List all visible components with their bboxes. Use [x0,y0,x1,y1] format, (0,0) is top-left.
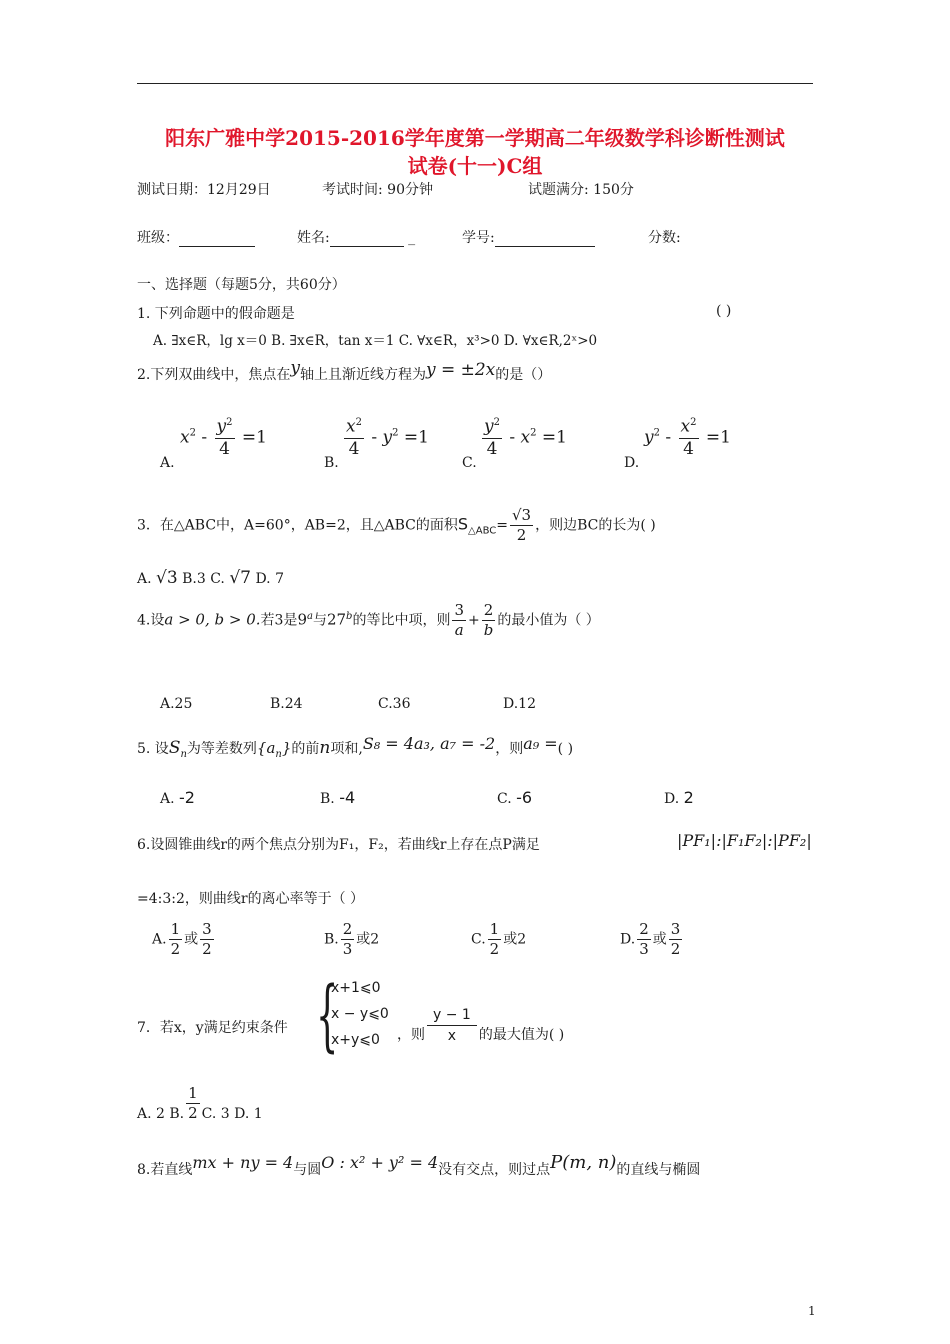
q5-opt-a-label: A. [160,791,175,807]
q6-d-or: 或 [652,931,667,948]
q1-answer-paren: ( ) [716,303,732,319]
q5-stem-d: 项和, [330,741,363,757]
q4-frac1-den: a [454,621,464,639]
q2-d-minus: - [665,427,672,448]
q4-option-c: C.36 [378,696,411,712]
q5-stem-e: ，则 [495,741,524,757]
q2-d-sq: 2 [653,427,660,439]
q5-opt-d-value: 2 [683,788,694,807]
q1-stem: 1. 下列命题中的假命题是 [137,306,295,322]
q6-option-b [324,922,379,957]
q4-option-b: B.24 [270,696,303,712]
q6-ratio-expr: |PF₁|:|F₁F₂|:|PF₂| [677,831,812,850]
q6-option-d [620,922,684,957]
q8-stem-c: 没有交点，则过点 [438,1162,551,1178]
q2-a-eq: =1 [241,427,267,448]
q5-opt-d-label: D. [664,791,680,807]
q4-stem-c: 与 [312,612,327,629]
test-duration: 考试时间: 90分钟 [322,182,433,198]
q2-c-sq: 2 [493,417,500,428]
q2-a-four: 4 [219,438,230,459]
q4-frac2-num: 2 [483,601,494,619]
q7-options [137,1086,263,1121]
q7-half-num: 1 [188,1084,198,1102]
q3-opt-a-value: √3 [156,568,178,588]
q2-d-sq2: 2 [690,417,697,428]
q2-stem-b: 轴上且渐近线方程为 [299,367,426,383]
page-number: 1 [808,1304,816,1318]
name-blank[interactable] [330,232,404,247]
q5-S: S [168,738,181,758]
q8-circle-eq: O : x² + y² = 4 [321,1153,439,1172]
q3-stem [137,508,656,543]
q8-stem [137,1152,701,1179]
q3-opt-a-label: A. [137,571,152,587]
q2-option-c-label: C. [462,455,477,471]
q8-stem-b: 与圆 [293,1162,322,1178]
q5-option-d [664,788,694,807]
q6-d-d2: 2 [670,940,681,958]
q2-a-y: y [216,416,227,437]
section-heading: 一、选择题（每题5分，共60分） [137,277,346,293]
q2-c-sq2: 2 [530,427,537,439]
q2-c-y: y [484,416,494,437]
q5-stem-a: 5. 设 [137,741,169,757]
q6-a-d1: 2 [170,940,181,958]
q4-stem-e: 的最小值为（ ） [497,612,600,629]
q2-c-four: 4 [486,438,498,459]
class-blank[interactable] [179,232,255,247]
q6-d-n1: 2 [639,920,649,938]
q6-a-n2: 3 [202,920,212,938]
q6-c-n: 1 [489,920,500,938]
id-blank[interactable] [495,232,595,247]
title-line-1: 阳东广雅中学2015-2016学年度第一学期高二年级数学科诊断性测试 [165,126,785,150]
q5-stem-b: 为等差数列 [186,741,257,757]
q2-stem-c: 的是（） [495,367,552,383]
q4-stem [137,603,600,638]
q7-brace: { [316,971,339,1061]
q2-var-y: y [290,358,300,378]
q3-opt-d: D. 7 [255,571,284,587]
q7-constraints [331,975,389,1053]
q2-option-b-label: B. [324,455,339,471]
q4-option-a: A.25 [160,696,193,712]
q3-opt-bc-label: B.3 C. [182,571,225,587]
q6-a-or: 或 [184,931,199,948]
q3-area-S: S [457,514,469,534]
q2-c-eq: =1 [541,427,567,448]
q7-stem-c: 的最大值为( ) [478,1026,565,1043]
q4-exp-a: a [306,610,313,622]
q5-an-sub: n [275,748,282,760]
q2-option-b-formula [342,418,429,458]
q2-a-sq2: 2 [226,417,233,428]
name-field [297,227,415,247]
q2-b-sq2: 2 [392,427,399,439]
q4-option-d: D.12 [503,696,536,712]
score-label: 分数: [648,230,681,246]
q6-d-label: D. [620,931,636,948]
q2-option-d-label: D. [624,455,640,471]
q2-option-a-label: A. [160,455,175,471]
q6-option-c [471,922,526,957]
q5-opt-b-label: B. [320,791,335,807]
q7-stem-rest [397,1008,564,1043]
q5-condition: S₈ = 4a₃, a₇ = -2 [362,734,496,753]
q4-frac1-num: 3 [454,601,464,619]
q3-sqrt3: √3 [511,506,532,524]
q7-constraint-3: x+y⩽0 [331,1032,380,1048]
q4-exp-b: b [346,610,353,622]
q5-opt-c-label: C. [497,791,512,807]
q5-option-b [320,788,355,807]
q4-condition: a > 0, b > 0. [164,610,261,629]
q2-b-eq: =1 [403,427,429,448]
name-label: 姓名: [297,230,330,246]
q7-constraint-2: x − y⩽0 [331,1006,389,1022]
q5-S-sub: n [180,748,187,760]
q2-b-minus: - [371,427,378,448]
q2-d-four: 4 [683,438,694,459]
q4-stem-b: 若3是 [260,612,298,629]
q6-d-d1: 3 [639,940,649,958]
q2-c-x: x [520,427,531,448]
full-score: 试题满分: 150分 [528,182,634,198]
q6-b-d: 3 [342,940,353,958]
q2-d-y: y [644,427,654,448]
q2-stem [137,358,552,384]
q5-an-close: } [281,739,292,757]
q5-stem [137,734,574,760]
q7-frac-num: y − 1 [427,1008,477,1026]
q6-b-or2: 或2 [356,931,380,948]
q6-c-or2: 或2 [503,931,527,948]
q2-b-four: 4 [348,438,360,459]
q2-option-c-formula [480,418,567,458]
q2-option-d-formula [644,418,731,458]
q5-an: {a [256,739,276,757]
q6-stem-a: 6.设圆锥曲线r的两个焦点分别为F₁，F₂，若曲线r上存在点P满足 [137,837,540,853]
q8-stem-a: 8.若直线 [137,1162,193,1178]
q2-b-sq: 2 [355,417,362,428]
q4-stem-d: 的等比中项，则 [352,612,451,629]
q7-half-den: 2 [188,1104,198,1122]
q7-opt-ab: A. 2 B. [137,1105,185,1122]
q3-area-sub: △ABC [468,525,497,537]
q5-a9: a₉ = [523,734,558,753]
test-date: 测试日期：12月29日 [137,182,271,198]
q2-a-x: x [180,427,190,448]
q6-a-n1: 1 [170,920,181,938]
q6-c-d: 2 [489,940,500,958]
q6-a-label: A. [152,931,167,948]
q3-eq: = [496,517,508,534]
name-tail: _ [408,230,416,246]
top-rule [137,83,813,84]
q5-option-c [497,788,532,807]
q5-option-a [160,788,195,807]
q5-n: n [319,738,331,758]
q4-frac2-den: b [483,621,494,639]
q2-b-y: y [382,427,393,448]
q4-27: 27 [326,610,347,629]
q4-nine: 9 [297,610,307,629]
q6-c-label: C. [471,931,486,948]
q7-stem-a: 7．若x，y满足约束条件 [137,1020,288,1036]
q8-line-eq: mx + ny = 4 [192,1153,294,1172]
q3-stem-a: 3．在△ABC中，A=60°，AB=2，且△ABC的面积 [137,517,458,534]
q6-d-n2: 3 [670,920,681,938]
q2-a-sq: 2 [189,427,196,439]
q3-stem-b: ，则边BC的长为( ) [535,517,656,534]
q2-a-minus: - [201,427,208,448]
q2-option-a-formula [180,418,267,458]
id-field [462,227,595,247]
q6-b-label: B. [324,931,339,948]
q5-paren: ( ) [557,741,574,757]
q6-b-n: 2 [342,920,353,938]
q2-c-minus: - [509,427,516,448]
q6-stem [137,834,540,854]
q8-point: P(m, n) [550,1152,617,1173]
title-line-2: 试卷(十一)C组 [407,154,543,178]
class-field [137,227,255,247]
q6-option-a [152,922,216,957]
q1-options: A. ∃x∈R，lg x＝0 B. ∃x∈R，tan x＝1 C. ∀x∈R，x³>0 D. ∀x∈R,2ˣ>0 [153,333,598,349]
q5-opt-a-value: -2 [179,788,195,807]
q4-plus: + [468,612,480,629]
q5-opt-c-value: -6 [516,788,533,807]
q7-constraint-1: x+1⩽0 [331,980,381,996]
q8-stem-d: 的直线与椭圆 [616,1162,701,1178]
q3-two: 2 [516,526,527,544]
q4-stem-a: 4.设 [137,612,165,629]
q2-asymptote: y = ±2x [425,360,496,380]
q7-opt-cd: C. 3 D. 1 [201,1105,263,1122]
q2-d-x: x [680,416,691,437]
q6-a-d2: 2 [202,940,212,958]
id-label: 学号: [462,230,495,246]
q7-frac-den: x [447,1028,457,1044]
q6-stem-b: =4:3:2，则曲线r的离心率等于（ ） [137,891,365,907]
q5-stem-c: 的前 [291,741,320,757]
q2-b-x: x [346,416,356,437]
q2-d-eq: =1 [705,427,731,448]
q3-options [137,568,284,588]
q2-stem-a: 2.下列双曲线中，焦点在 [137,367,291,383]
q3-opt-c-value: √7 [229,568,251,588]
class-label: 班级： [137,230,179,246]
q7-stem-b: ，则 [397,1026,425,1043]
q5-opt-b-value: -4 [339,788,356,807]
